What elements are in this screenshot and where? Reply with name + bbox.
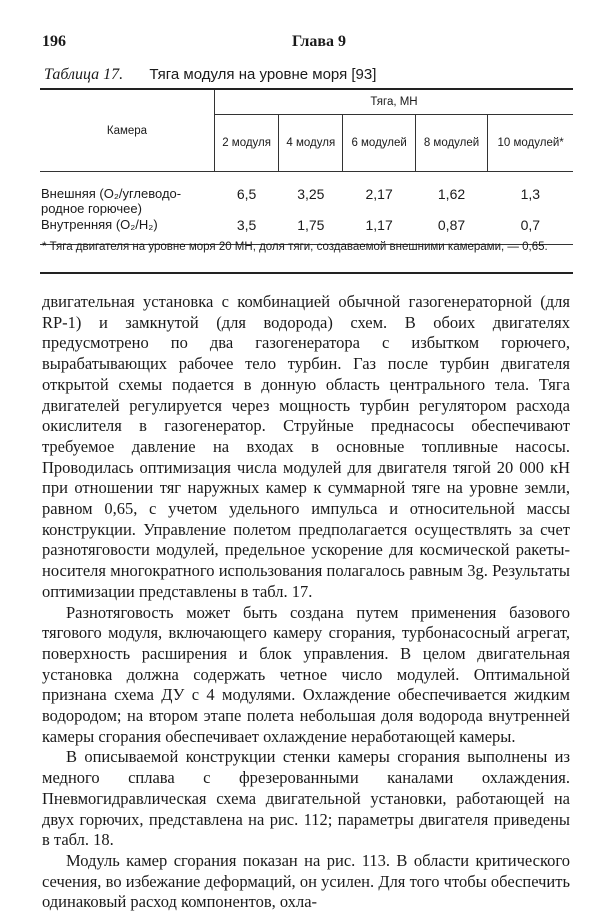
table-cell: 1,17 — [365, 217, 393, 233]
thrust-group-header: Тяга, МН — [215, 89, 574, 115]
module-header-4: 4 модуля — [279, 115, 343, 172]
camera-column-header: Камера — [40, 89, 215, 172]
row-label-internal — [40, 217, 215, 234]
module-header-10: 10 модулей* — [488, 115, 573, 172]
table-row — [40, 172, 573, 218]
table-cell: 0,87 — [437, 217, 466, 233]
body-text — [42, 292, 570, 913]
module-header-8: 8 модулей — [415, 115, 487, 172]
table-footnote: * Тяга двигателя на уровне моря 20 МН, доля тяги, создаваемой внешними камерами, — 0,65. — [42, 241, 548, 253]
table-cell: 3,25 — [297, 186, 325, 202]
paragraph: В описываемой конструкции стенки камеры сгорания выполнены из медного сплава с фрезерованными каналами охлаждения. Пневмогидравлическая схема двигательной установки, работающей на двух горючих, представлена на рис. 112; параметры двигателя приведены в табл. 18. — [42, 747, 570, 850]
row-label-external — [40, 172, 215, 218]
table-caption — [44, 66, 376, 84]
table-cell: 1,75 — [297, 217, 325, 233]
thrust-table — [40, 88, 573, 245]
module-header-6: 6 модулей — [343, 115, 415, 172]
table-cell: 1,62 — [437, 186, 466, 202]
row-label-line: Внешняя (O₂/углеводо- — [41, 186, 182, 201]
table-caption-title: Тяга модуля на уровне моря [93] — [149, 66, 377, 83]
paragraph: Модуль камер сгорания показан на рис. 113. В области критического сечения, во избежание деформаций, он усилен. Для того чтобы обеспечить одинаковый расход компонентов, охла- — [42, 850, 570, 912]
table-cell: 0,7 — [520, 217, 541, 233]
page-number: 196 — [42, 33, 66, 50]
table-caption-label: Таблица 17. — [44, 66, 124, 83]
paragraph: Разнотяговость может быть создана путем применения базового тягового модуля, включающего камеру сгорания, турбонасосный агрегат, поверхность расширения и блок управления. В целом двигательная установка должна содержать четное число модулей. Оптимальной признана схема ДУ с 4 модулями. Охлаждение обеспечивается жидким водородом; на втором этапе полета небольшая доля водорода внутренней камеры сгорания обеспечивает охлаждение неработающей камеры. — [42, 602, 570, 746]
paragraph: двигательная установка с комбинацией обычной газогенераторной (для RP-1) и замкнутой (для водорода) схем. В обоих двигателях предусмотрено по два газогенератора с избытком горючего, вырабатывающих рабочее тело турбин. Газ после турбин двигателя открытой схемы подается в донную область центрального тела. Тяга двигателей регулируется через мощность турбин регулятором расхода окислителя в газогенератор. Струйные преднасосы обеспечивают требуемое давление на входах в основные топливные насосы. Проводилась оптимизация числа модулей для двигателя тягой 20 000 кН при отношении тяг наружных камер к суммарной тяге на уровне земли, равном 0,65, с учетом удельного импульса и относительной массы конструкции. Управление полетом предполагается осуществлять за счет разнотяговости модулей, предельное ускорение для космической ракеты-носителя многократного использования полагалось равным 3g. Результаты оптимизации представлены в табл. 17. — [42, 292, 570, 601]
row-label-line: Внутренняя (O₂/H₂) — [41, 217, 158, 232]
table-cell: 2,17 — [365, 186, 393, 202]
table-cell: 6,5 — [236, 186, 257, 202]
footnote-divider — [40, 272, 573, 274]
table-cell: 3,5 — [236, 217, 257, 233]
module-header-2: 2 модуля — [215, 115, 279, 172]
chapter-title: Глава 9 — [292, 33, 346, 50]
row-label-line: родное горючее) — [41, 201, 142, 216]
table-cell: 1,3 — [520, 186, 541, 202]
table-row — [40, 217, 573, 234]
